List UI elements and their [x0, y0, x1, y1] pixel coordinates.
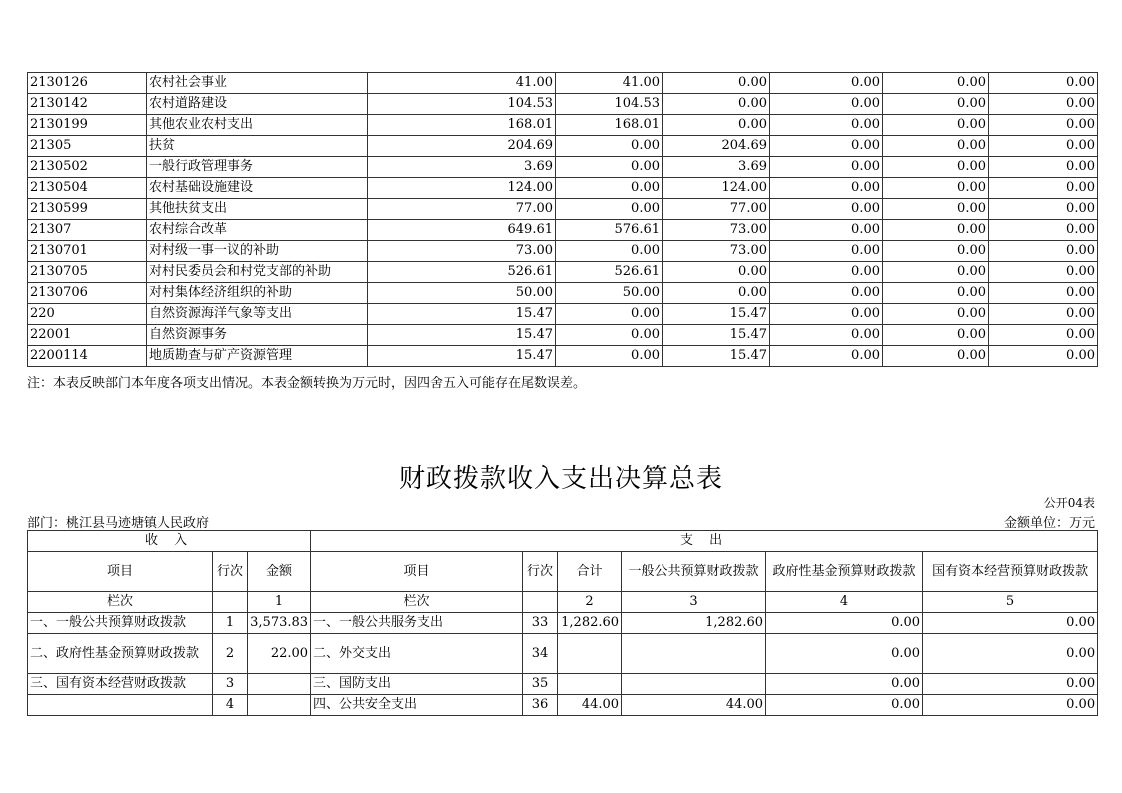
fund-cell: 0.00	[766, 634, 923, 674]
subject-name: 地质勘查与矿产资源管理	[147, 346, 368, 367]
subject-name: 自然资源事务	[147, 325, 368, 346]
amount-cell: 0.00	[556, 325, 663, 346]
table-row	[28, 94, 1098, 115]
expense-no-cell: 33	[523, 613, 558, 634]
table-row	[28, 346, 1098, 367]
total-cell: 1,282.60	[558, 613, 622, 634]
subject-code: 22001	[28, 325, 147, 346]
subject-code: 2130706	[28, 283, 147, 304]
amount-cell: 0.00	[989, 178, 1098, 199]
amount-cell: 576.61	[556, 220, 663, 241]
page-title: 财政拨款收入支出决算总表	[398, 464, 723, 494]
amount-cell: 0.00	[883, 115, 989, 136]
subject-code: 2130701	[28, 241, 147, 262]
table-row	[28, 674, 1098, 695]
amount-cell: 0.00	[556, 136, 663, 157]
subject-code: 2130126	[28, 73, 147, 94]
amount-unit-label: 金额单位：万元	[1003, 516, 1095, 531]
amount-cell: 526.61	[368, 262, 556, 283]
amount-cell: 0.00	[989, 220, 1098, 241]
subject-name: 对村级一事一议的补助	[147, 241, 368, 262]
amount-cell: 0.00	[556, 178, 663, 199]
department-label: 部门：桃江县马迹塘镇人民政府	[27, 516, 210, 531]
general-cell: 44.00	[622, 695, 766, 716]
subject-code: 2130502	[28, 157, 147, 178]
subject-code: 21305	[28, 136, 147, 157]
table-row	[28, 241, 1098, 262]
income-no-cell: 1	[213, 613, 248, 634]
table-row	[28, 325, 1098, 346]
table-row	[28, 283, 1098, 304]
state-cell: 0.00	[923, 613, 1098, 634]
amount-cell: 15.47	[368, 346, 556, 367]
column-index: 1	[248, 592, 311, 613]
amount-cell: 73.00	[663, 220, 770, 241]
amount-cell: 0.00	[989, 94, 1098, 115]
amount-cell: 0.00	[883, 157, 989, 178]
table-row	[28, 695, 1098, 716]
subject-name: 一般行政管理事务	[147, 157, 368, 178]
subject-name: 自然资源海洋气象等支出	[147, 304, 368, 325]
amount-cell: 0.00	[883, 220, 989, 241]
amount-cell: 0.00	[770, 325, 883, 346]
income-header: 收 入	[28, 531, 311, 552]
amount-cell: 0.00	[663, 115, 770, 136]
amount-cell: 0.00	[556, 304, 663, 325]
amount-cell: 0.00	[883, 178, 989, 199]
expense-no-cell: 36	[523, 695, 558, 716]
amount-cell: 526.61	[556, 262, 663, 283]
amount-cell: 15.47	[368, 325, 556, 346]
col-header-amount: 金额	[248, 552, 311, 592]
fund-cell: 0.00	[766, 674, 923, 695]
column-index: 3	[622, 592, 766, 613]
total-cell: 44.00	[558, 695, 622, 716]
table-row	[28, 613, 1098, 634]
income-no-cell: 4	[213, 695, 248, 716]
expense-header: 支 出	[311, 531, 1098, 552]
subject-name: 对村集体经济组织的补助	[147, 283, 368, 304]
column-index: 4	[766, 592, 923, 613]
income-amount-cell: 3,573.83	[248, 613, 311, 634]
subject-code: 2130705	[28, 262, 147, 283]
income-no-cell: 3	[213, 674, 248, 695]
income-item-cell: 三、国有资本经营财政拨款	[28, 674, 213, 695]
subject-code: 220	[28, 304, 147, 325]
amount-cell: 0.00	[883, 136, 989, 157]
column-index: 2	[558, 592, 622, 613]
subject-code: 2130599	[28, 199, 147, 220]
amount-cell: 204.69	[368, 136, 556, 157]
amount-cell: 0.00	[663, 283, 770, 304]
amount-cell: 0.00	[770, 199, 883, 220]
amount-cell: 73.00	[368, 241, 556, 262]
column-index: 5	[923, 592, 1098, 613]
state-cell: 0.00	[923, 695, 1098, 716]
amount-cell: 0.00	[770, 346, 883, 367]
table-row	[28, 178, 1098, 199]
subject-code: 21307	[28, 220, 147, 241]
subject-name: 其他扶贫支出	[147, 199, 368, 220]
amount-cell: 0.00	[883, 262, 989, 283]
total-cell	[558, 674, 622, 695]
amount-cell: 0.00	[770, 283, 883, 304]
table-row	[28, 220, 1098, 241]
amount-cell: 0.00	[770, 115, 883, 136]
amount-cell: 77.00	[663, 199, 770, 220]
amount-cell: 124.00	[368, 178, 556, 199]
subject-name: 对村民委员会和村党支部的补助	[147, 262, 368, 283]
amount-cell: 0.00	[883, 283, 989, 304]
total-cell	[558, 634, 622, 674]
state-cell: 0.00	[923, 634, 1098, 674]
amount-cell: 0.00	[556, 346, 663, 367]
form-code: 公开04表	[1043, 496, 1095, 510]
income-item-cell	[28, 695, 213, 716]
amount-cell: 0.00	[556, 241, 663, 262]
amount-cell: 0.00	[989, 325, 1098, 346]
col-header-total: 合计	[558, 552, 622, 592]
amount-cell: 104.53	[368, 94, 556, 115]
amount-cell: 0.00	[770, 136, 883, 157]
general-cell	[622, 674, 766, 695]
expense-item-cell: 三、国防支出	[311, 674, 523, 695]
amount-cell: 0.00	[883, 325, 989, 346]
amount-cell: 73.00	[663, 241, 770, 262]
amount-cell: 0.00	[989, 115, 1098, 136]
income-amount-cell	[248, 674, 311, 695]
amount-cell: 0.00	[883, 304, 989, 325]
amount-cell: 0.00	[770, 94, 883, 115]
amount-cell: 0.00	[556, 157, 663, 178]
amount-cell: 50.00	[368, 283, 556, 304]
fund-cell: 0.00	[766, 695, 923, 716]
expense-no-cell: 34	[523, 634, 558, 674]
table-row	[28, 304, 1098, 325]
column-index-label: 栏次	[28, 592, 213, 613]
table-row	[28, 136, 1098, 157]
amount-cell: 0.00	[989, 136, 1098, 157]
amount-cell: 41.00	[556, 73, 663, 94]
table-row	[28, 73, 1098, 94]
amount-cell: 3.69	[663, 157, 770, 178]
subject-name: 农村道路建设	[147, 94, 368, 115]
column-index-label: 栏次	[311, 592, 523, 613]
amount-cell: 0.00	[883, 73, 989, 94]
amount-cell: 15.47	[663, 304, 770, 325]
amount-cell: 0.00	[989, 241, 1098, 262]
col-header-row-no: 行次	[213, 552, 248, 592]
amount-cell: 50.00	[556, 283, 663, 304]
amount-cell: 0.00	[883, 346, 989, 367]
income-amount-cell: 22.00	[248, 634, 311, 674]
subject-code: 2130504	[28, 178, 147, 199]
amount-cell: 0.00	[989, 157, 1098, 178]
table-row	[28, 199, 1098, 220]
col-header-item: 项目	[28, 552, 213, 592]
amount-cell: 0.00	[883, 241, 989, 262]
col-header-item: 项目	[311, 552, 523, 592]
amount-cell: 104.53	[556, 94, 663, 115]
subject-name: 其他农业农村支出	[147, 115, 368, 136]
amount-cell: 15.47	[663, 325, 770, 346]
amount-cell: 0.00	[770, 73, 883, 94]
income-item-cell: 一、一般公共预算财政拨款	[28, 613, 213, 634]
amount-cell: 0.00	[770, 178, 883, 199]
table-row	[28, 157, 1098, 178]
subject-name: 农村社会事业	[147, 73, 368, 94]
amount-cell: 0.00	[989, 73, 1098, 94]
amount-cell: 0.00	[770, 262, 883, 283]
col-header-state-capital: 国有资本经营预算财政拨款	[923, 552, 1098, 592]
col-header-gov-fund: 政府性基金预算财政拨款	[766, 552, 923, 592]
amount-cell: 649.61	[368, 220, 556, 241]
table-row	[28, 115, 1098, 136]
expense-no-cell: 35	[523, 674, 558, 695]
amount-cell: 0.00	[556, 199, 663, 220]
table-row	[28, 262, 1098, 283]
state-cell: 0.00	[923, 674, 1098, 695]
table-row	[28, 634, 1098, 674]
income-item-cell: 二、政府性基金预算财政拨款	[28, 634, 213, 674]
amount-cell: 168.01	[368, 115, 556, 136]
col-header-row-no: 行次	[523, 552, 558, 592]
amount-cell: 124.00	[663, 178, 770, 199]
amount-cell: 0.00	[663, 262, 770, 283]
expense-item-cell: 二、外交支出	[311, 634, 523, 674]
amount-cell: 0.00	[770, 304, 883, 325]
col-header-general-budget: 一般公共预算财政拨款	[622, 552, 766, 592]
subject-name: 农村基础设施建设	[147, 178, 368, 199]
expense-item-cell: 四、公共安全支出	[311, 695, 523, 716]
amount-cell: 0.00	[883, 94, 989, 115]
amount-cell: 0.00	[883, 199, 989, 220]
general-cell	[622, 634, 766, 674]
amount-cell: 168.01	[556, 115, 663, 136]
amount-cell: 0.00	[770, 157, 883, 178]
general-cell: 1,282.60	[622, 613, 766, 634]
table-note: 注：本表反映部门本年度各项支出情况。本表金额转换为万元时，因四舍五入可能存在尾数误差。	[27, 376, 587, 391]
amount-cell: 0.00	[663, 73, 770, 94]
amount-cell: 0.00	[663, 94, 770, 115]
amount-cell: 77.00	[368, 199, 556, 220]
amount-cell: 0.00	[989, 346, 1098, 367]
subject-name: 农村综合改革	[147, 220, 368, 241]
income-amount-cell	[248, 695, 311, 716]
amount-cell: 15.47	[663, 346, 770, 367]
subject-code: 2130199	[28, 115, 147, 136]
amount-cell: 3.69	[368, 157, 556, 178]
expenditure-detail-table	[27, 72, 1098, 367]
amount-cell: 0.00	[989, 262, 1098, 283]
amount-cell: 15.47	[368, 304, 556, 325]
subject-name: 扶贫	[147, 136, 368, 157]
subject-code: 2200114	[28, 346, 147, 367]
amount-cell: 0.00	[770, 220, 883, 241]
fiscal-summary-table	[27, 530, 1098, 716]
amount-cell: 0.00	[989, 304, 1098, 325]
amount-cell: 0.00	[770, 241, 883, 262]
amount-cell: 0.00	[989, 199, 1098, 220]
amount-cell: 0.00	[989, 283, 1098, 304]
income-no-cell: 2	[213, 634, 248, 674]
amount-cell: 204.69	[663, 136, 770, 157]
amount-cell: 41.00	[368, 73, 556, 94]
subject-code: 2130142	[28, 94, 147, 115]
fund-cell: 0.00	[766, 613, 923, 634]
expense-item-cell: 一、一般公共服务支出	[311, 613, 523, 634]
